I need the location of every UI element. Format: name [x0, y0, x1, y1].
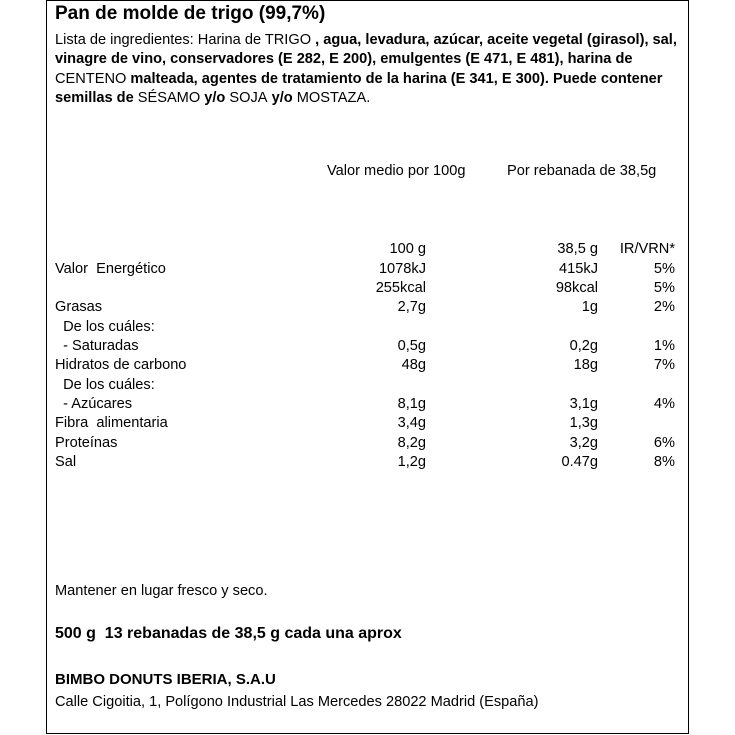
row-pct: 8%: [653, 454, 675, 470]
table-row: [47, 280, 690, 299]
ingredients-part: y/o: [267, 89, 297, 106]
row-per100: 8,1g: [397, 396, 426, 412]
row-per100: 100 g: [389, 241, 426, 257]
nutrition-label: [46, 0, 689, 734]
pack-info: 500 g 13 rebanadas de 38,5 g cada una aprox: [55, 625, 402, 642]
row-per100: 1078kJ: [378, 261, 426, 277]
ingredients-part: CENTENO: [55, 70, 127, 87]
product-title: Pan de molde de trigo (99,7%): [55, 3, 326, 24]
row-pct: 1%: [653, 338, 675, 354]
table-row: [47, 357, 690, 376]
row-per100: 0,5g: [397, 338, 426, 354]
row-portion: 38,5 g: [557, 241, 598, 257]
company-name: BIMBO DONUTS IBERIA, S.A.U: [55, 671, 276, 688]
table-row: [47, 261, 690, 280]
ingredients-part: malteada, agentes de tratamiento de la harina (E 341, E 300). Puede contener semillas de: [55, 70, 663, 106]
table-row: [47, 299, 690, 318]
table-row: [47, 435, 690, 454]
row-pct: 5%: [653, 261, 675, 277]
row-portion: 0,2g: [569, 338, 598, 354]
row-portion: 18g: [573, 357, 598, 373]
row-portion: 1,3g: [569, 415, 598, 431]
row-portion: 3,2g: [569, 435, 598, 451]
row-portion: 3,1g: [569, 396, 598, 412]
company-address: Calle Cigoitia, 1, Polígono Industrial Las Mercedes 28022 Madrid (España): [55, 694, 539, 710]
row-label: - Saturadas: [55, 338, 139, 354]
row-label: Valor Energético: [55, 261, 166, 277]
ingredients-part: SOJA: [229, 89, 268, 106]
row-portion: 98kcal: [555, 280, 598, 296]
row-label: Proteínas: [55, 435, 118, 451]
storage-note: Mantener en lugar fresco y seco.: [55, 583, 268, 599]
row-portion: 0.47g: [561, 454, 598, 470]
row-per100: 1,2g: [397, 454, 426, 470]
row-pct: 6%: [653, 435, 675, 451]
row-pct: 4%: [653, 396, 675, 412]
row-label: - Azúcares: [55, 396, 133, 412]
table-row: [47, 377, 690, 396]
row-label: Sal: [55, 454, 77, 470]
row-label: De los cuáles:: [55, 377, 155, 393]
table-row: [47, 241, 690, 260]
row-per100: 2,7g: [397, 299, 426, 315]
row-per100: 8,2g: [397, 435, 426, 451]
header-per-portion: Por rebanada de 38,5g: [507, 163, 657, 179]
table-row: [47, 415, 690, 434]
row-per100: 48g: [401, 357, 426, 373]
row-label: De los cuáles:: [55, 319, 155, 335]
ingredients-part: Lista de ingredientes: Harina de TRIGO: [55, 32, 316, 48]
ingredients-list: [55, 31, 680, 108]
ingredients-part: SÉSAMO: [137, 89, 201, 106]
header-per-100g: Valor medio por 100g: [327, 163, 466, 179]
table-row: [47, 338, 690, 357]
ingredients-part: y/o: [200, 89, 230, 106]
row-pct: 2%: [653, 299, 675, 315]
ingredients-part: MOSTAZA.: [296, 89, 371, 106]
row-label: Hidratos de carbono: [55, 357, 187, 373]
row-pct: 5%: [653, 280, 675, 296]
row-per100: 255kcal: [375, 280, 426, 296]
table-row: [47, 396, 690, 415]
row-portion: 1g: [581, 299, 598, 315]
row-per100: 3,4g: [397, 415, 426, 431]
row-label: Grasas: [55, 299, 103, 315]
table-row: [47, 454, 690, 473]
row-pct: IR/VRN*: [619, 241, 675, 257]
row-pct: 7%: [653, 357, 675, 373]
row-label: Fibra alimentaria: [55, 415, 168, 431]
row-portion: 415kJ: [559, 261, 598, 277]
ingredients-part: , agua, levadura, azúcar, aceite vegetal (girasol), sal, vinagre de vino, conservadores (E 282, E 200), emulgentes (E 471, E 481), harina de: [55, 32, 677, 68]
table-row: [47, 319, 690, 338]
